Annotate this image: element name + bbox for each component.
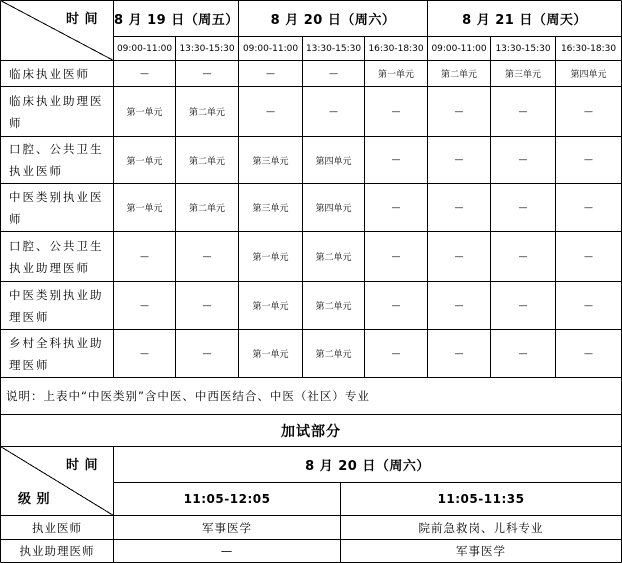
cell-value: — bbox=[266, 68, 275, 79]
table-cell bbox=[556, 184, 621, 231]
table-cell bbox=[114, 232, 175, 281]
cell-value: — bbox=[391, 300, 401, 311]
cell-value: — bbox=[584, 155, 593, 165]
slot-header: 09:00-11:00 bbox=[116, 43, 173, 54]
table-cell bbox=[428, 282, 490, 329]
row-label: 口腔、公共卫生执业医师 bbox=[9, 142, 104, 178]
slot-header: 09:00-11:00 bbox=[242, 43, 299, 54]
cell-value: — bbox=[584, 202, 593, 213]
row-label: 中医类别执业医师 bbox=[9, 189, 104, 226]
cell-value: 第二单元 bbox=[188, 204, 225, 214]
cell-value: — bbox=[584, 106, 593, 117]
cell-value: — bbox=[140, 300, 149, 311]
row-label: 临床执业医师 bbox=[9, 66, 90, 81]
cell-value: — bbox=[518, 155, 528, 165]
cell-value: 第一单元 bbox=[252, 350, 289, 360]
cell-value: — bbox=[454, 202, 464, 213]
table-cell bbox=[239, 232, 302, 281]
table-cell bbox=[303, 87, 364, 136]
extra-table-cell bbox=[114, 516, 340, 539]
cell-value: 第一单元 bbox=[252, 302, 289, 312]
cell-value: — bbox=[454, 251, 464, 262]
table-cell bbox=[303, 137, 364, 183]
day-header-3: 8 月 21 日（周天） bbox=[462, 13, 587, 28]
row-label: 口腔、公共卫生执业助理医师 bbox=[9, 238, 104, 275]
table-cell bbox=[556, 61, 621, 86]
table-cell bbox=[365, 282, 427, 329]
table-cell bbox=[365, 330, 427, 377]
cell-value: — bbox=[518, 300, 528, 311]
extra-level-label: 级 别 bbox=[17, 491, 51, 507]
table-cell bbox=[365, 232, 427, 281]
table-cell bbox=[114, 61, 175, 86]
table-cell bbox=[176, 87, 238, 136]
cell-value: 第一单元 bbox=[252, 253, 289, 263]
table-cell bbox=[491, 87, 555, 136]
table-cell bbox=[491, 232, 555, 281]
cell-value: 第一单元 bbox=[126, 204, 163, 214]
cell-value: 第四单元 bbox=[570, 70, 607, 80]
table-cell bbox=[428, 184, 490, 231]
extra-table-cell bbox=[114, 540, 340, 562]
extra-section-title: 加试部分 bbox=[281, 423, 341, 440]
table-cell bbox=[556, 232, 621, 281]
table-cell bbox=[239, 184, 302, 231]
cell-value: 第三单元 bbox=[504, 70, 541, 80]
cell-value: 第一单元 bbox=[126, 108, 163, 118]
cell-value: — bbox=[454, 155, 464, 165]
table-cell bbox=[303, 232, 364, 281]
cell-value: — bbox=[202, 300, 212, 311]
cell-value: — bbox=[220, 544, 234, 558]
table-cell bbox=[491, 61, 555, 86]
cell-value: — bbox=[391, 155, 401, 165]
cell-value: — bbox=[140, 348, 149, 359]
cell-value: — bbox=[391, 251, 401, 262]
cell-value: 第三单元 bbox=[252, 156, 289, 167]
table-cell bbox=[365, 87, 427, 136]
table-cell bbox=[176, 184, 238, 231]
table-cell bbox=[365, 184, 427, 231]
row-label: 乡村全科执业助理医师 bbox=[9, 335, 104, 372]
cell-value: 第一单元 bbox=[377, 70, 414, 80]
table-cell bbox=[114, 282, 175, 329]
table-cell bbox=[303, 282, 364, 329]
table-cell bbox=[365, 137, 427, 183]
slot-header: 09:00-11:00 bbox=[431, 43, 487, 54]
cell-value: — bbox=[140, 68, 149, 79]
table-cell bbox=[303, 330, 364, 377]
cell-value: 第二单元 bbox=[188, 108, 225, 118]
table-cell bbox=[239, 87, 302, 136]
day-header-2: 8 月 20 日（周六） bbox=[270, 13, 396, 28]
slot-header: 16:30-18:30 bbox=[560, 43, 617, 54]
cell-value: 第二单元 bbox=[315, 253, 352, 263]
cell-value: — bbox=[329, 68, 338, 79]
table-cell bbox=[239, 330, 302, 377]
cell-value: — bbox=[391, 106, 401, 117]
table-cell bbox=[556, 87, 621, 136]
cell-value: — bbox=[454, 300, 464, 311]
cell-value: 第三单元 bbox=[252, 204, 289, 214]
table-cell bbox=[176, 282, 238, 329]
cell-value: — bbox=[266, 106, 275, 117]
cell-value: 院前急救岗、儿科专业 bbox=[418, 520, 544, 535]
table-cell bbox=[556, 330, 621, 377]
table-cell bbox=[491, 184, 555, 231]
cell-value: 第四单元 bbox=[315, 156, 352, 167]
table-cell bbox=[114, 184, 175, 231]
cell-value: 第二单元 bbox=[315, 302, 352, 312]
cell-value: 第二单元 bbox=[188, 156, 225, 167]
cell-value: — bbox=[329, 106, 338, 117]
schedule-note: 说明：上表中“中医类别”含中医、中西医结合、中医（社区）专业 bbox=[6, 389, 370, 403]
header-time-label: 时 间 bbox=[65, 11, 99, 27]
day-header-1: 8 月 19 日（周五） bbox=[114, 13, 239, 28]
cell-value: — bbox=[391, 348, 401, 359]
cell-value: — bbox=[584, 300, 593, 311]
cell-value: — bbox=[518, 202, 528, 213]
cell-value: — bbox=[454, 106, 464, 117]
table-cell bbox=[491, 330, 555, 377]
slot-header: 13:30-15:30 bbox=[495, 43, 551, 54]
cell-value: — bbox=[518, 251, 528, 262]
cell-value: — bbox=[202, 348, 212, 359]
table-cell bbox=[428, 232, 490, 281]
table-cell bbox=[114, 330, 175, 377]
cell-value: 军事医学 bbox=[456, 544, 506, 558]
table-cell bbox=[239, 61, 302, 86]
table-cell bbox=[303, 61, 364, 86]
cell-value: — bbox=[454, 348, 464, 359]
cell-value: 第二单元 bbox=[440, 70, 477, 80]
extra-slot-header-2: 11:05-11:35 bbox=[437, 492, 525, 506]
table-cell bbox=[428, 330, 490, 377]
table-cell bbox=[491, 282, 555, 329]
table-cell bbox=[428, 87, 490, 136]
cell-value: — bbox=[584, 348, 593, 359]
extra-time-label: 时 间 bbox=[65, 457, 99, 473]
cell-value: — bbox=[391, 202, 401, 213]
slot-header: 13:30-15:30 bbox=[305, 43, 362, 54]
slot-header: 16:30-18:30 bbox=[368, 43, 424, 54]
table-cell bbox=[365, 61, 427, 86]
extra-day-header: 8 月 20 日（周六） bbox=[305, 459, 430, 474]
cell-value: — bbox=[202, 68, 212, 79]
table-cell bbox=[556, 137, 621, 183]
extra-slot-header-1: 11:05-12:05 bbox=[183, 492, 271, 506]
cell-value: — bbox=[518, 348, 528, 359]
table-cell bbox=[176, 232, 238, 281]
row-label: 临床执业助理医师 bbox=[9, 93, 104, 130]
table-cell bbox=[556, 282, 621, 329]
table-cell bbox=[176, 137, 238, 183]
table-cell bbox=[303, 184, 364, 231]
cell-value: — bbox=[140, 251, 149, 262]
cell-value: — bbox=[518, 106, 528, 117]
cell-value: 第一单元 bbox=[126, 156, 163, 167]
extra-table-cell bbox=[341, 516, 621, 539]
table-cell bbox=[176, 330, 238, 377]
table-cell bbox=[239, 137, 302, 183]
table-cell bbox=[428, 137, 490, 183]
extra-table-cell bbox=[341, 540, 621, 562]
table-cell bbox=[176, 61, 238, 86]
table-cell bbox=[114, 87, 175, 136]
table-cell bbox=[491, 137, 555, 183]
cell-value: 军事医学 bbox=[202, 520, 252, 535]
table-cell bbox=[428, 61, 490, 86]
cell-value: 第二单元 bbox=[315, 350, 352, 360]
row-label: 中医类别执业助理医师 bbox=[9, 287, 104, 324]
extra-row-label: 执业助理医师 bbox=[19, 544, 95, 558]
table-cell bbox=[114, 137, 175, 183]
cell-value: — bbox=[584, 251, 593, 262]
cell-value: 第四单元 bbox=[315, 204, 352, 214]
cell-value: — bbox=[202, 251, 212, 262]
table-cell bbox=[239, 282, 302, 329]
slot-header: 13:30-15:30 bbox=[179, 43, 235, 54]
extra-row-label: 执业医师 bbox=[32, 520, 82, 535]
